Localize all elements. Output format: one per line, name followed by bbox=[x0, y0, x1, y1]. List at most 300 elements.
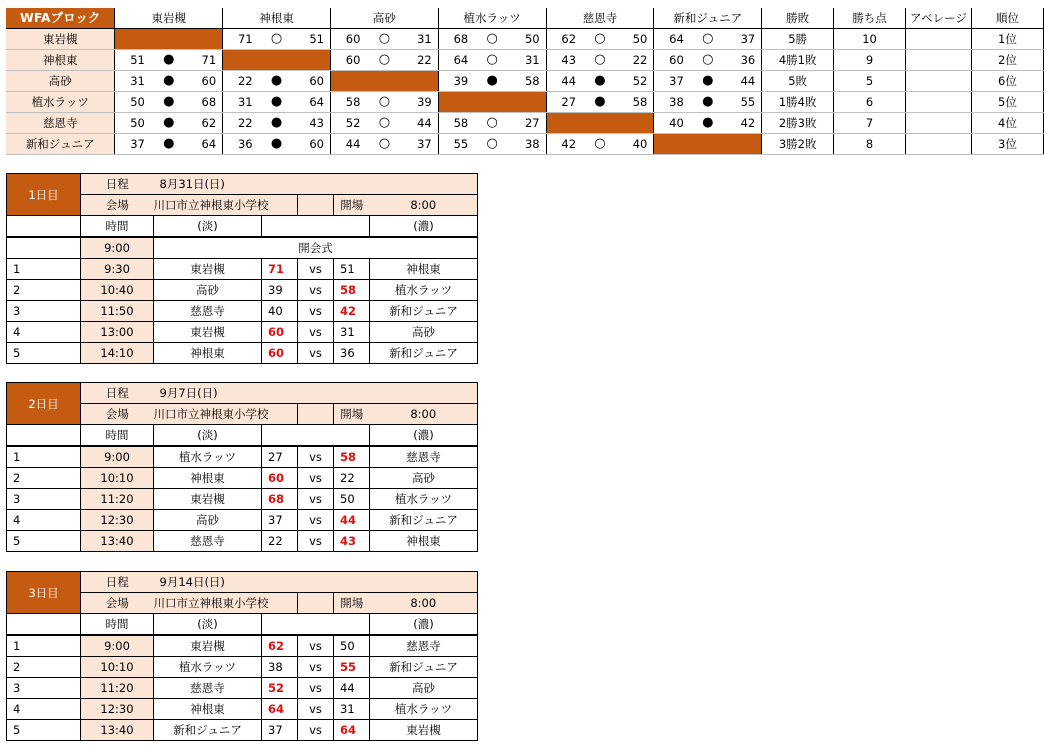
opponent-score: 62 bbox=[187, 113, 223, 134]
dark-score: 50 bbox=[334, 635, 370, 657]
loss-mark: ● bbox=[690, 113, 726, 134]
dark-team: 神根東 bbox=[370, 259, 478, 280]
column-team-header: 植水ラッツ bbox=[438, 8, 546, 29]
vs-label: vs bbox=[298, 259, 334, 280]
loss-mark: ● bbox=[690, 92, 726, 113]
row-team-name: 新和ジュニア bbox=[6, 134, 115, 155]
own-score: 36 bbox=[223, 134, 259, 155]
average-header: アベレージ bbox=[905, 8, 971, 29]
opponent-score: 52 bbox=[618, 71, 654, 92]
game-row bbox=[7, 446, 478, 468]
opponent-score: 39 bbox=[402, 92, 438, 113]
vs-label: vs bbox=[298, 489, 334, 510]
light-team-header: (淡) bbox=[154, 216, 262, 238]
light-score: 52 bbox=[262, 678, 298, 699]
opponent-score: 27 bbox=[510, 113, 546, 134]
venue-spacer bbox=[298, 195, 334, 216]
game-time: 11:20 bbox=[81, 678, 154, 699]
loss-mark: ● bbox=[582, 71, 618, 92]
row-team-name: 慈恩寺 bbox=[6, 113, 115, 134]
game-number: 5 bbox=[7, 531, 81, 552]
game-row bbox=[7, 657, 478, 678]
game-number: 3 bbox=[7, 678, 81, 699]
standings-row bbox=[6, 71, 1044, 92]
light-team-header: (淡) bbox=[154, 614, 262, 636]
loss-mark: ● bbox=[151, 50, 187, 71]
ceremony-label: 開会式 bbox=[154, 237, 478, 259]
self-match-cell bbox=[546, 113, 654, 134]
opponent-score: 60 bbox=[295, 71, 331, 92]
dark-score: 55 bbox=[334, 657, 370, 678]
win-mark: ○ bbox=[259, 29, 295, 50]
venue-label: 会場 bbox=[81, 195, 154, 216]
dark-team: 高砂 bbox=[370, 678, 478, 699]
game-number: 1 bbox=[7, 635, 81, 657]
light-score: 68 bbox=[262, 489, 298, 510]
light-team: 東岩槻 bbox=[154, 489, 262, 510]
light-team: 神根東 bbox=[154, 468, 262, 489]
light-score: 39 bbox=[262, 280, 298, 301]
standings-table bbox=[6, 8, 1044, 155]
game-row bbox=[7, 301, 478, 322]
record-value: 5敗 bbox=[762, 71, 834, 92]
game-number: 2 bbox=[7, 657, 81, 678]
win-mark: ○ bbox=[474, 134, 510, 155]
venue-spacer bbox=[298, 593, 334, 614]
venue-value: 川口市立神根東小学校 bbox=[154, 593, 298, 614]
game-number: 4 bbox=[7, 699, 81, 720]
own-score: 60 bbox=[654, 50, 690, 71]
standings-row bbox=[6, 92, 1044, 113]
vs-label: vs bbox=[298, 678, 334, 699]
dark-team: 慈恩寺 bbox=[370, 446, 478, 468]
light-score: 38 bbox=[262, 657, 298, 678]
vs-label: vs bbox=[298, 322, 334, 343]
win-mark: ○ bbox=[582, 29, 618, 50]
points-value: 5 bbox=[834, 71, 906, 92]
own-score: 22 bbox=[223, 71, 259, 92]
vs-label: vs bbox=[298, 531, 334, 552]
open-time: 8:00 bbox=[370, 593, 478, 614]
opponent-score: 50 bbox=[510, 29, 546, 50]
dark-team: 高砂 bbox=[370, 322, 478, 343]
block-title: WFAブロック bbox=[6, 8, 115, 29]
dark-team: 植水ラッツ bbox=[370, 699, 478, 720]
game-time: 10:10 bbox=[81, 468, 154, 489]
rank-value: 2位 bbox=[971, 50, 1043, 71]
dark-score: 31 bbox=[334, 699, 370, 720]
open-label: 開場 bbox=[334, 593, 370, 614]
opponent-score: 43 bbox=[295, 113, 331, 134]
loss-mark: ● bbox=[151, 71, 187, 92]
self-match-cell bbox=[654, 134, 762, 155]
record-value: 4勝1敗 bbox=[762, 50, 834, 71]
own-score: 31 bbox=[223, 92, 259, 113]
game-time: 13:40 bbox=[81, 531, 154, 552]
own-score: 64 bbox=[654, 29, 690, 50]
light-team: 高砂 bbox=[154, 510, 262, 531]
row-team-name: 植水ラッツ bbox=[6, 92, 115, 113]
opponent-score: 64 bbox=[187, 134, 223, 155]
light-team: 植水ラッツ bbox=[154, 446, 262, 468]
own-score: 52 bbox=[330, 113, 366, 134]
vs-label: vs bbox=[298, 699, 334, 720]
own-score: 58 bbox=[330, 92, 366, 113]
average-value bbox=[905, 134, 971, 155]
opponent-score: 38 bbox=[510, 134, 546, 155]
game-row bbox=[7, 531, 478, 552]
dark-team: 新和ジュニア bbox=[370, 510, 478, 531]
own-score: 22 bbox=[223, 113, 259, 134]
opponent-score: 44 bbox=[402, 113, 438, 134]
column-team-header: 高砂 bbox=[330, 8, 438, 29]
dark-score: 31 bbox=[334, 322, 370, 343]
opponent-score: 60 bbox=[295, 134, 331, 155]
win-mark: ○ bbox=[474, 113, 510, 134]
date-value: 9月7日(日) bbox=[154, 383, 478, 404]
game-time: 14:10 bbox=[81, 343, 154, 364]
open-label: 開場 bbox=[334, 404, 370, 425]
time-header: 時間 bbox=[81, 216, 154, 238]
dark-team: 東岩槻 bbox=[370, 720, 478, 741]
game-time: 9:00 bbox=[81, 635, 154, 657]
day2-schedule bbox=[6, 382, 478, 552]
own-score: 42 bbox=[546, 134, 582, 155]
win-mark: ○ bbox=[690, 50, 726, 71]
game-number: 4 bbox=[7, 510, 81, 531]
opponent-score: 22 bbox=[618, 50, 654, 71]
light-score: 40 bbox=[262, 301, 298, 322]
row-team-name: 東岩槻 bbox=[6, 29, 115, 50]
venue-spacer bbox=[298, 404, 334, 425]
light-team: 東岩槻 bbox=[154, 322, 262, 343]
game-number: 1 bbox=[7, 446, 81, 468]
rank-value: 3位 bbox=[971, 134, 1043, 155]
dark-team: 高砂 bbox=[370, 468, 478, 489]
game-number: 2 bbox=[7, 280, 81, 301]
vs-label: vs bbox=[298, 510, 334, 531]
game-number: 3 bbox=[7, 489, 81, 510]
self-match-cell bbox=[223, 50, 331, 71]
win-mark: ○ bbox=[366, 29, 402, 50]
game-time: 11:20 bbox=[81, 489, 154, 510]
light-score: 62 bbox=[262, 635, 298, 657]
points-value: 10 bbox=[834, 29, 906, 50]
light-score: 37 bbox=[262, 510, 298, 531]
dark-score: 22 bbox=[334, 468, 370, 489]
standings-row bbox=[6, 134, 1044, 155]
number-header bbox=[7, 425, 81, 447]
vs-label: vs bbox=[298, 635, 334, 657]
game-row bbox=[7, 343, 478, 364]
dark-score: 50 bbox=[334, 489, 370, 510]
dark-team: 新和ジュニア bbox=[370, 343, 478, 364]
win-mark: ○ bbox=[582, 50, 618, 71]
game-row bbox=[7, 635, 478, 657]
date-label: 日程 bbox=[81, 572, 154, 593]
open-time: 8:00 bbox=[370, 404, 478, 425]
win-mark: ○ bbox=[474, 29, 510, 50]
number-header bbox=[7, 216, 81, 238]
record-value: 5勝 bbox=[762, 29, 834, 50]
rank-value: 5位 bbox=[971, 92, 1043, 113]
own-score: 64 bbox=[438, 50, 474, 71]
own-score: 50 bbox=[115, 113, 151, 134]
win-mark: ○ bbox=[366, 50, 402, 71]
game-time: 13:40 bbox=[81, 720, 154, 741]
game-time: 9:00 bbox=[81, 446, 154, 468]
light-team: 東岩槻 bbox=[154, 635, 262, 657]
loss-mark: ● bbox=[582, 92, 618, 113]
open-label: 開場 bbox=[334, 195, 370, 216]
column-team-header: 神根東 bbox=[223, 8, 331, 29]
vs-label: vs bbox=[298, 301, 334, 322]
dark-team: 植水ラッツ bbox=[370, 489, 478, 510]
loss-mark: ● bbox=[259, 134, 295, 155]
record-value: 3勝2敗 bbox=[762, 134, 834, 155]
score-header bbox=[262, 216, 370, 238]
light-team: 植水ラッツ bbox=[154, 657, 262, 678]
day-label: 1日目 bbox=[7, 174, 81, 216]
day3-schedule bbox=[6, 571, 478, 741]
opponent-score: 50 bbox=[618, 29, 654, 50]
light-team: 慈恩寺 bbox=[154, 531, 262, 552]
vs-label: vs bbox=[298, 446, 334, 468]
dark-score: 51 bbox=[334, 259, 370, 280]
game-time: 12:30 bbox=[81, 510, 154, 531]
opponent-score: 37 bbox=[402, 134, 438, 155]
day-label: 2日目 bbox=[7, 383, 81, 425]
day1-schedule bbox=[6, 173, 478, 364]
self-match-cell bbox=[330, 71, 438, 92]
date-value: 8月31日(日) bbox=[154, 174, 478, 195]
column-team-header: 新和ジュニア bbox=[654, 8, 762, 29]
standings-row bbox=[6, 50, 1044, 71]
light-team: 高砂 bbox=[154, 280, 262, 301]
game-number: 4 bbox=[7, 322, 81, 343]
average-value bbox=[905, 29, 971, 50]
win-mark: ○ bbox=[582, 134, 618, 155]
game-row bbox=[7, 510, 478, 531]
opponent-score: 37 bbox=[726, 29, 762, 50]
game-number: 5 bbox=[7, 343, 81, 364]
ceremony-number bbox=[7, 237, 81, 259]
points-value: 6 bbox=[834, 92, 906, 113]
dark-score: 64 bbox=[334, 720, 370, 741]
venue-value: 川口市立神根東小学校 bbox=[154, 404, 298, 425]
game-row bbox=[7, 699, 478, 720]
vs-label: vs bbox=[298, 720, 334, 741]
win-mark: ○ bbox=[366, 92, 402, 113]
points-value: 9 bbox=[834, 50, 906, 71]
own-score: 55 bbox=[438, 134, 474, 155]
opponent-score: 58 bbox=[510, 71, 546, 92]
opponent-score: 31 bbox=[510, 50, 546, 71]
light-team: 新和ジュニア bbox=[154, 720, 262, 741]
loss-mark: ● bbox=[151, 92, 187, 113]
opponent-score: 40 bbox=[618, 134, 654, 155]
game-row bbox=[7, 259, 478, 280]
record-header: 勝敗 bbox=[762, 8, 834, 29]
opponent-score: 42 bbox=[726, 113, 762, 134]
win-mark: ○ bbox=[366, 113, 402, 134]
dark-score: 43 bbox=[334, 531, 370, 552]
light-score: 60 bbox=[262, 343, 298, 364]
opponent-score: 60 bbox=[187, 71, 223, 92]
own-score: 39 bbox=[438, 71, 474, 92]
standings-row bbox=[6, 113, 1044, 134]
game-row bbox=[7, 720, 478, 741]
win-mark: ○ bbox=[366, 134, 402, 155]
opponent-score: 51 bbox=[295, 29, 331, 50]
dark-team: 神根東 bbox=[370, 531, 478, 552]
standings-row bbox=[6, 29, 1044, 50]
game-time: 11:50 bbox=[81, 301, 154, 322]
opponent-score: 68 bbox=[187, 92, 223, 113]
own-score: 58 bbox=[438, 113, 474, 134]
column-team-header: 東岩槻 bbox=[115, 8, 223, 29]
loss-mark: ● bbox=[690, 71, 726, 92]
game-number: 5 bbox=[7, 720, 81, 741]
loss-mark: ● bbox=[259, 113, 295, 134]
rank-header: 順位 bbox=[971, 8, 1043, 29]
light-team: 神根東 bbox=[154, 343, 262, 364]
date-value: 9月14日(日) bbox=[154, 572, 478, 593]
dark-score: 58 bbox=[334, 280, 370, 301]
loss-mark: ● bbox=[151, 134, 187, 155]
dark-team: 植水ラッツ bbox=[370, 280, 478, 301]
game-number: 3 bbox=[7, 301, 81, 322]
own-score: 60 bbox=[330, 29, 366, 50]
light-score: 60 bbox=[262, 322, 298, 343]
dark-score: 42 bbox=[334, 301, 370, 322]
time-header: 時間 bbox=[81, 614, 154, 636]
own-score: 27 bbox=[546, 92, 582, 113]
loss-mark: ● bbox=[151, 113, 187, 134]
dark-score: 44 bbox=[334, 510, 370, 531]
opponent-score: 55 bbox=[726, 92, 762, 113]
loss-mark: ● bbox=[474, 71, 510, 92]
self-match-cell bbox=[115, 29, 223, 50]
row-team-name: 高砂 bbox=[6, 71, 115, 92]
average-value bbox=[905, 50, 971, 71]
light-team: 神根東 bbox=[154, 699, 262, 720]
dark-team: 新和ジュニア bbox=[370, 657, 478, 678]
dark-score: 44 bbox=[334, 678, 370, 699]
light-score: 22 bbox=[262, 531, 298, 552]
light-score: 71 bbox=[262, 259, 298, 280]
opponent-score: 36 bbox=[726, 50, 762, 71]
average-value bbox=[905, 92, 971, 113]
win-mark: ○ bbox=[474, 50, 510, 71]
own-score: 71 bbox=[223, 29, 259, 50]
game-number: 2 bbox=[7, 468, 81, 489]
opponent-score: 58 bbox=[618, 92, 654, 113]
own-score: 38 bbox=[654, 92, 690, 113]
rank-value: 4位 bbox=[971, 113, 1043, 134]
dark-team-header: (濃) bbox=[370, 425, 478, 447]
date-label: 日程 bbox=[81, 174, 154, 195]
average-value bbox=[905, 113, 971, 134]
ceremony-time: 9:00 bbox=[81, 237, 154, 259]
own-score: 37 bbox=[654, 71, 690, 92]
self-match-cell bbox=[438, 92, 546, 113]
vs-label: vs bbox=[298, 343, 334, 364]
own-score: 44 bbox=[546, 71, 582, 92]
game-row bbox=[7, 678, 478, 699]
points-value: 7 bbox=[834, 113, 906, 134]
own-score: 43 bbox=[546, 50, 582, 71]
dark-score: 58 bbox=[334, 446, 370, 468]
opponent-score: 31 bbox=[402, 29, 438, 50]
score-header bbox=[262, 614, 370, 636]
light-team-header: (淡) bbox=[154, 425, 262, 447]
game-row bbox=[7, 322, 478, 343]
average-value bbox=[905, 71, 971, 92]
time-header: 時間 bbox=[81, 425, 154, 447]
own-score: 40 bbox=[654, 113, 690, 134]
row-team-name: 神根東 bbox=[6, 50, 115, 71]
game-time: 10:40 bbox=[81, 280, 154, 301]
loss-mark: ● bbox=[259, 71, 295, 92]
light-score: 64 bbox=[262, 699, 298, 720]
game-row bbox=[7, 489, 478, 510]
win-mark: ○ bbox=[690, 29, 726, 50]
dark-team-header: (濃) bbox=[370, 216, 478, 238]
light-score: 60 bbox=[262, 468, 298, 489]
game-number: 1 bbox=[7, 259, 81, 280]
dark-team-header: (濃) bbox=[370, 614, 478, 636]
light-team: 慈恩寺 bbox=[154, 678, 262, 699]
light-score: 27 bbox=[262, 446, 298, 468]
record-value: 1勝4敗 bbox=[762, 92, 834, 113]
game-row bbox=[7, 468, 478, 489]
own-score: 44 bbox=[330, 134, 366, 155]
own-score: 51 bbox=[115, 50, 151, 71]
rank-value: 1位 bbox=[971, 29, 1043, 50]
date-label: 日程 bbox=[81, 383, 154, 404]
opponent-score: 64 bbox=[295, 92, 331, 113]
open-time: 8:00 bbox=[370, 195, 478, 216]
game-time: 10:10 bbox=[81, 657, 154, 678]
opponent-score: 44 bbox=[726, 71, 762, 92]
number-header bbox=[7, 614, 81, 636]
light-score: 37 bbox=[262, 720, 298, 741]
loss-mark: ● bbox=[259, 92, 295, 113]
dark-score: 36 bbox=[334, 343, 370, 364]
column-team-header: 慈恩寺 bbox=[546, 8, 654, 29]
own-score: 68 bbox=[438, 29, 474, 50]
venue-label: 会場 bbox=[81, 593, 154, 614]
points-header: 勝ち点 bbox=[834, 8, 906, 29]
points-value: 8 bbox=[834, 134, 906, 155]
own-score: 31 bbox=[115, 71, 151, 92]
own-score: 62 bbox=[546, 29, 582, 50]
dark-team: 新和ジュニア bbox=[370, 301, 478, 322]
light-team: 慈恩寺 bbox=[154, 301, 262, 322]
own-score: 50 bbox=[115, 92, 151, 113]
vs-label: vs bbox=[298, 280, 334, 301]
rank-value: 6位 bbox=[971, 71, 1043, 92]
venue-label: 会場 bbox=[81, 404, 154, 425]
own-score: 60 bbox=[330, 50, 366, 71]
day-label: 3日目 bbox=[7, 572, 81, 614]
game-time: 12:30 bbox=[81, 699, 154, 720]
dark-team: 慈恩寺 bbox=[370, 635, 478, 657]
vs-label: vs bbox=[298, 657, 334, 678]
score-header bbox=[262, 425, 370, 447]
opponent-score: 71 bbox=[187, 50, 223, 71]
